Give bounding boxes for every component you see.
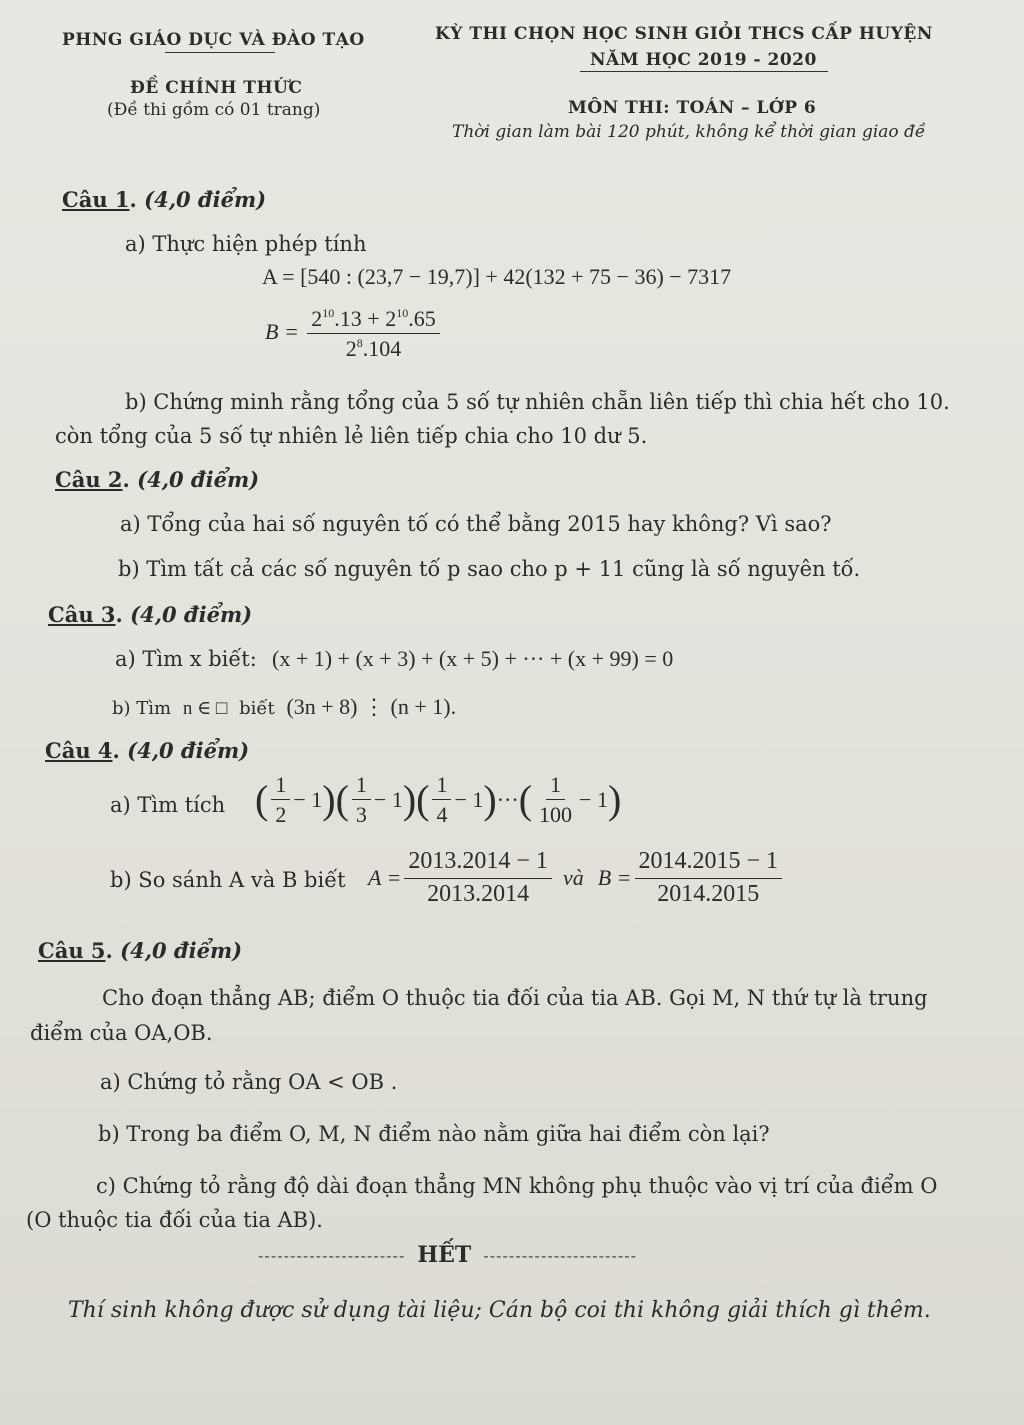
- product-fraction: $\frac{1}{2}$: [271, 772, 290, 828]
- official-label: ĐỀ CHÍNH THỨC: [130, 78, 303, 98]
- q5-part-b: b) Trong ba điểm O, M, N điểm nào nằm giữa hai điểm còn lại?: [98, 1122, 770, 1146]
- product-fraction: $\frac{1}{3}$: [352, 772, 371, 828]
- question-number: Câu 1: [62, 187, 130, 212]
- dashes-right: ------------------------: [483, 1245, 638, 1265]
- q3-b-mid: biết: [239, 698, 275, 719]
- year-underline: [580, 71, 828, 72]
- q5-part-c-line1: c) Chứng tỏ rằng độ dài đoạn thẳng MN không phụ thuộc vào vị trí của điểm O: [96, 1174, 938, 1198]
- q1-part-a-label: a) Thực hiện phép tính: [125, 232, 367, 256]
- b-numerator: $2^{10}.13 + 2^{10}.65$: [307, 306, 439, 334]
- question-number: Câu 3: [48, 602, 116, 627]
- q1-expression-A: A = [540 : (23,7 − 19,7)] + 42(132 + 75 − 36) − 7317: [262, 264, 732, 289]
- q3-part-a-expression: (x + 1) + (x + 3) + (x + 5) + ··· + (x + 99) = 0: [272, 646, 674, 671]
- q5-intro-line2: điểm của OA,OB.: [30, 1021, 213, 1045]
- question-3-title: Câu 3. (4,0 điểm): [48, 602, 253, 627]
- dept-underline: [165, 52, 275, 53]
- question-points: (4,0 điểm): [127, 738, 250, 763]
- question-1-title: Câu 1. (4,0 điểm): [62, 187, 267, 212]
- question-number: Câu 5: [38, 938, 106, 963]
- q1-part-b-line2: còn tổng của 5 số tự nhiên lẻ liên tiếp chia cho 10 dư 5.: [55, 424, 648, 448]
- a-fraction: $\frac{2013.2014 - 1}{2013.2014}$: [404, 848, 552, 908]
- question-points: (4,0 điểm): [120, 938, 243, 963]
- q3-b-label: b) Tìm: [112, 698, 172, 719]
- q3-part-b: [112, 694, 456, 720]
- product-fraction: $\frac{1}{4}$: [432, 772, 451, 828]
- q1-part-b-line1: b) Chứng minh rằng tổng của 5 số tự nhiên chẵn liên tiếp thì chia hết cho 10.: [125, 390, 950, 414]
- end-marker: [258, 1242, 637, 1268]
- q3-b-expression: (3n + 8) ⋮ (n + 1).: [286, 694, 457, 719]
- product-fraction: $\frac{1}{100}$: [539, 772, 573, 828]
- b-lhs: B =: [265, 318, 299, 344]
- b-denominator: $2^8.104$: [345, 336, 402, 362]
- q3-part-a-label: a) Tìm x biết:: [115, 647, 257, 671]
- pages-note: (Đề thi gồm có 01 trang): [107, 100, 321, 120]
- end-word: HẾT: [417, 1242, 472, 1268]
- q4-part-a-product: ( $\frac{1}{2}$ − 1 ) ( $\frac{1}{3}$ − 1 ) ( $\frac{1}{4}$ − 1 ) ··· ( $\frac{1}{100}$ − 1 ): [255, 772, 622, 828]
- school-year: NĂM HỌC 2019 - 2020: [590, 50, 817, 70]
- department-name: PHNG GIÁO DỤC VÀ ĐÀO TẠO: [62, 30, 365, 50]
- q1-expression-B: [265, 306, 443, 362]
- q5-part-a: a) Chứng tỏ rằng OA < OB .: [100, 1070, 398, 1094]
- subject-line: MÔN THI: TOÁN – LỚP 6: [568, 98, 817, 118]
- q2-part-b: b) Tìm tất cả các số nguyên tố p sao cho p + 11 cũng là số nguyên tố.: [118, 557, 861, 581]
- q2-part-a: a) Tổng của hai số nguyên tố có thể bằng 2015 hay không? Vì sao?: [120, 512, 832, 536]
- question-points: (4,0 điểm): [137, 467, 260, 492]
- question-number: Câu 4: [45, 738, 113, 763]
- q4-part-b-expression: A = $\frac{2013.2014 - 1}{2013.2014}$ và B = $\frac{2014.2015 - 1}{2014.2015}$: [368, 848, 785, 908]
- question-5-title: Câu 5. (4,0 điểm): [38, 938, 243, 963]
- question-4-title: Câu 4. (4,0 điểm): [45, 738, 250, 763]
- time-note: Thời gian làm bài 120 phút, không kể thời gian giao đề: [452, 122, 926, 142]
- q5-part-c-line2: (O thuộc tia đối của tia AB).: [26, 1208, 323, 1232]
- exam-title: KỲ THI CHỌN HỌC SINH GIỎI THCS CẤP HUYỆN: [435, 24, 933, 44]
- b-fraction: [307, 306, 439, 362]
- question-2-title: Câu 2. (4,0 điểm): [55, 467, 260, 492]
- q3-b-set: n ∈ □: [182, 698, 228, 719]
- q4-part-b-label: b) So sánh A và B biết: [110, 868, 346, 892]
- dashes-left: -----------------------: [258, 1245, 406, 1265]
- b-fraction: $\frac{2014.2015 - 1}{2014.2015}$: [635, 848, 783, 908]
- q4-part-a-label: a) Tìm tích: [110, 793, 226, 817]
- question-points: (4,0 điểm): [144, 187, 267, 212]
- question-number: Câu 2: [55, 467, 123, 492]
- footer-note: Thí sinh không được sử dụng tài liệu; Cán bộ coi thi không giải thích gì thêm.: [68, 1298, 931, 1323]
- question-points: (4,0 điểm): [130, 602, 253, 627]
- q5-intro-line1: Cho đoạn thẳng AB; điểm O thuộc tia đối của tia AB. Gọi M, N thứ tự là trung: [102, 986, 928, 1010]
